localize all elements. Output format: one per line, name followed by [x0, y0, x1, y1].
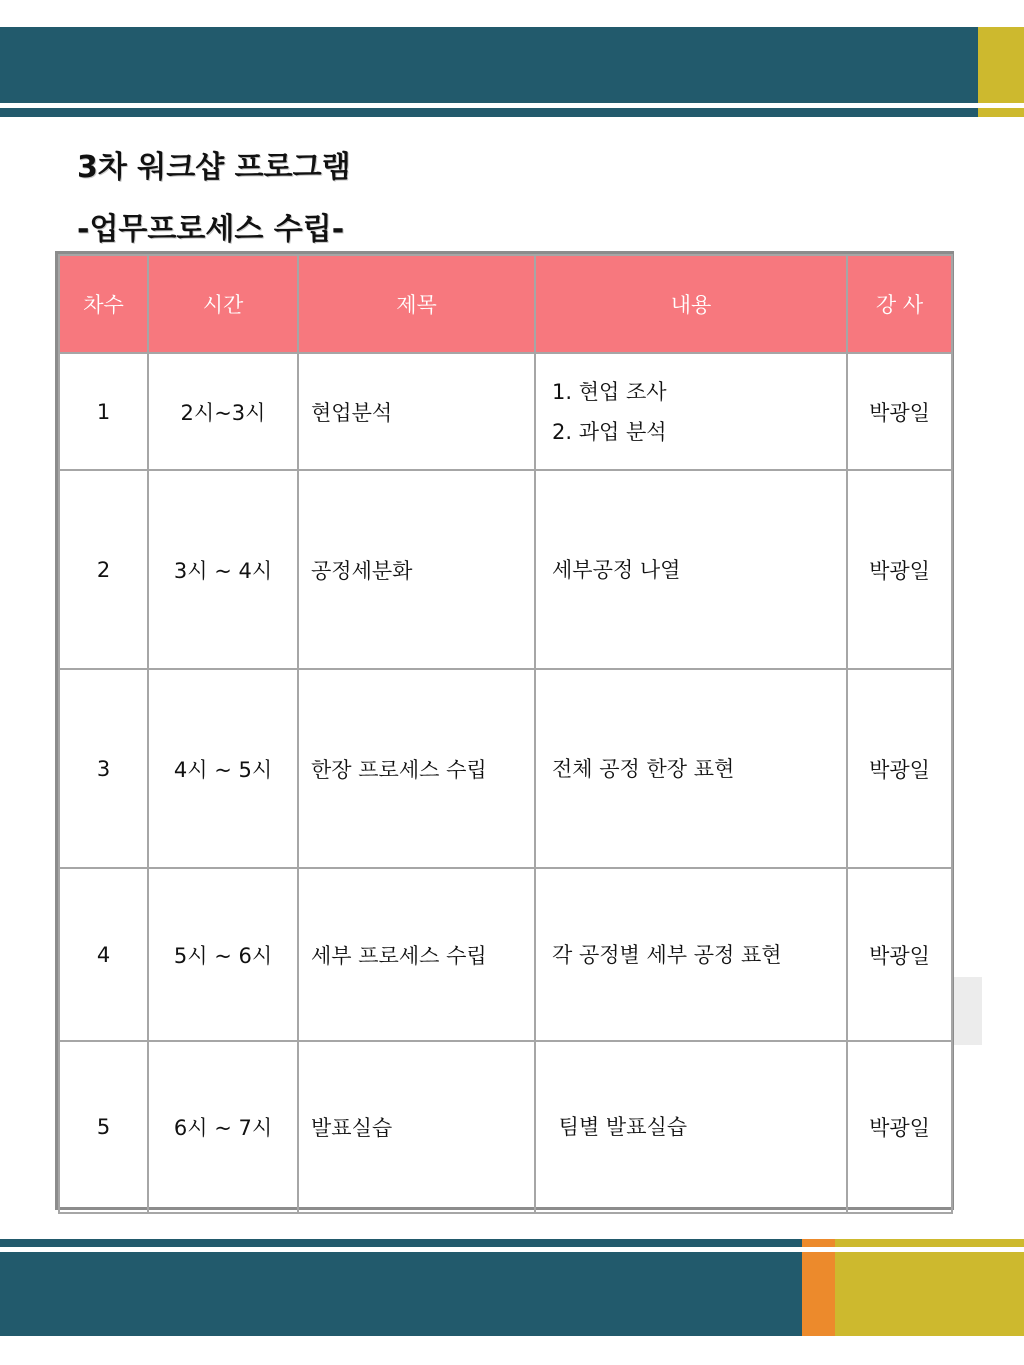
- cell-content: [535, 470, 847, 669]
- header-instructor: 강 사: [847, 255, 952, 353]
- cell-time: 6시 ~ 7시: [148, 1041, 298, 1213]
- table-row: [59, 470, 952, 669]
- page-title: 3차 워크샵 프로그램: [77, 150, 351, 185]
- bottom-olive-block: [835, 1252, 1024, 1336]
- header-time: 시간: [148, 255, 298, 353]
- cell-time: 4시 ~ 5시: [148, 669, 298, 868]
- content-line: 2. 과업 분석: [552, 419, 667, 444]
- page-subtitle: -업무프로세스 수립-: [77, 212, 345, 247]
- cell-instructor: 박광일: [847, 1041, 952, 1213]
- content-line: 전체 공정 한장 표현: [552, 756, 735, 781]
- header-round: 차수: [59, 255, 148, 353]
- bottom-orange-block: [802, 1252, 835, 1336]
- table-row: [59, 1041, 952, 1213]
- cell-round: 2: [59, 470, 148, 669]
- side-tab-shade: [954, 977, 982, 1045]
- cell-subject: 현업분석: [298, 353, 535, 470]
- cell-time: 3시 ~ 4시: [148, 470, 298, 669]
- cell-instructor: 박광일: [847, 868, 952, 1041]
- top-olive-stripe: [978, 108, 1024, 117]
- cell-round: 3: [59, 669, 148, 868]
- cell-round: 5: [59, 1041, 148, 1213]
- header-content: 내용: [535, 255, 847, 353]
- cell-instructor: 박광일: [847, 669, 952, 868]
- cell-content: [535, 1041, 847, 1213]
- cell-subject: 발표실습: [298, 1041, 535, 1213]
- top-teal-stripe: [0, 108, 978, 117]
- header-subject: 제목: [298, 255, 535, 353]
- cell-subject: 세부 프로세스 수립: [298, 868, 535, 1041]
- cell-content: [535, 669, 847, 868]
- table-header-row: [59, 255, 952, 353]
- bottom-orange-stripe: [802, 1239, 835, 1247]
- schedule-table: [55, 251, 954, 1210]
- content-line: 1. 현업 조사: [552, 379, 667, 404]
- cell-instructor: 박광일: [847, 353, 952, 470]
- table-row: [59, 868, 952, 1041]
- bottom-teal-band: [0, 1252, 802, 1336]
- content-line: 팀별 발표실습: [552, 1115, 688, 1139]
- table-row: [59, 669, 952, 868]
- bottom-teal-stripe: [0, 1239, 802, 1247]
- cell-instructor: 박광일: [847, 470, 952, 669]
- cell-subject: 한장 프로세스 수립: [298, 669, 535, 868]
- content-line: 세부공정 나열: [552, 557, 681, 582]
- cell-subject: 공정세분화: [298, 470, 535, 669]
- cell-time: 5시 ~ 6시: [148, 868, 298, 1041]
- top-olive-block: [978, 27, 1024, 103]
- bottom-olive-stripe: [835, 1239, 1024, 1247]
- top-teal-band: [0, 27, 978, 103]
- cell-round: 4: [59, 868, 148, 1041]
- cell-content: [535, 353, 847, 470]
- content-line: 각 공정별 세부 공정 표현: [552, 942, 782, 967]
- cell-time: 2시~3시: [148, 353, 298, 470]
- cell-round: 1: [59, 353, 148, 470]
- table-row: [59, 353, 952, 470]
- cell-content: [535, 868, 847, 1041]
